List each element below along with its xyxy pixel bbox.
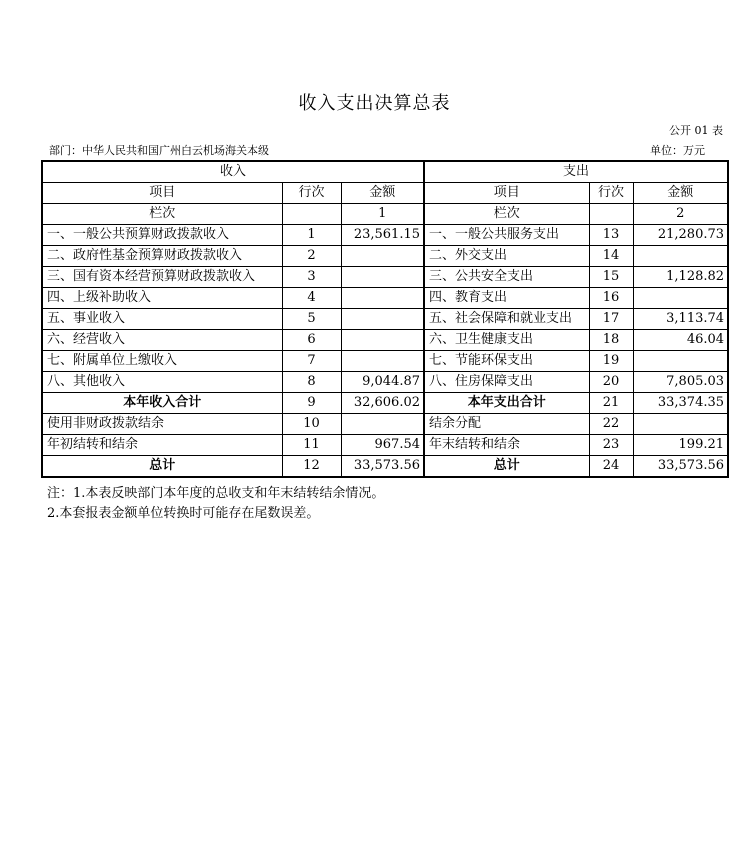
expense-amount: 33,374.35 bbox=[633, 393, 728, 414]
form-number: 公开 01 表 bbox=[669, 124, 723, 137]
footnotes bbox=[47, 484, 384, 524]
expense-item-header: 项目 bbox=[424, 183, 589, 204]
income-row-number: 11 bbox=[282, 435, 341, 456]
income-row-number: 12 bbox=[282, 456, 341, 478]
income-amount: 32,606.02 bbox=[341, 393, 424, 414]
expense-column-number: 2 bbox=[633, 204, 728, 225]
table-row bbox=[42, 435, 728, 456]
expense-column-blank bbox=[589, 204, 633, 225]
expense-amount bbox=[633, 246, 728, 267]
income-item: 八、其他收入 bbox=[42, 372, 282, 393]
income-row-number: 10 bbox=[282, 414, 341, 435]
expense-row-number: 19 bbox=[589, 351, 633, 372]
income-item: 总计 bbox=[42, 456, 282, 478]
expense-amount bbox=[633, 351, 728, 372]
income-item: 六、经营收入 bbox=[42, 330, 282, 351]
table-row bbox=[42, 456, 728, 478]
table-row bbox=[42, 351, 728, 372]
unit-label: 单位：万元 bbox=[650, 144, 705, 157]
expense-amount: 33,573.56 bbox=[633, 456, 728, 478]
income-item: 七、附属单位上缴收入 bbox=[42, 351, 282, 372]
expense-amount: 46.04 bbox=[633, 330, 728, 351]
income-amount bbox=[341, 414, 424, 435]
expense-item: 七、节能环保支出 bbox=[424, 351, 589, 372]
expense-row-number: 18 bbox=[589, 330, 633, 351]
income-amount: 967.54 bbox=[341, 435, 424, 456]
income-item: 年初结转和结余 bbox=[42, 435, 282, 456]
income-amount bbox=[341, 288, 424, 309]
expense-item: 三、公共安全支出 bbox=[424, 267, 589, 288]
expense-item: 本年支出合计 bbox=[424, 393, 589, 414]
table-row bbox=[42, 246, 728, 267]
expense-item: 总计 bbox=[424, 456, 589, 478]
income-row-number: 8 bbox=[282, 372, 341, 393]
income-amount: 9,044.87 bbox=[341, 372, 424, 393]
expense-amount: 21,280.73 bbox=[633, 225, 728, 246]
expense-amount: 1,128.82 bbox=[633, 267, 728, 288]
expense-item: 五、社会保障和就业支出 bbox=[424, 309, 589, 330]
income-row-number: 3 bbox=[282, 267, 341, 288]
income-item: 三、国有资本经营预算财政拨款收入 bbox=[42, 267, 282, 288]
expense-row-number: 24 bbox=[589, 456, 633, 478]
expense-row-number: 21 bbox=[589, 393, 633, 414]
expense-item: 结余分配 bbox=[424, 414, 589, 435]
expense-item: 一、一般公共服务支出 bbox=[424, 225, 589, 246]
income-amount: 33,573.56 bbox=[341, 456, 424, 478]
income-column-number: 1 bbox=[341, 204, 424, 225]
table-row bbox=[42, 309, 728, 330]
expense-row-number: 15 bbox=[589, 267, 633, 288]
expense-item: 六、卫生健康支出 bbox=[424, 330, 589, 351]
expense-item: 二、外交支出 bbox=[424, 246, 589, 267]
income-amount bbox=[341, 330, 424, 351]
expense-section-header: 支出 bbox=[424, 161, 728, 183]
column-header-row bbox=[42, 183, 728, 204]
income-amount-header: 金额 bbox=[341, 183, 424, 204]
income-row-number: 7 bbox=[282, 351, 341, 372]
income-item: 二、政府性基金预算财政拨款收入 bbox=[42, 246, 282, 267]
income-amount bbox=[341, 309, 424, 330]
expense-amount: 7,805.03 bbox=[633, 372, 728, 393]
department-label: 部门：中华人民共和国广州白云机场海关本级 bbox=[49, 144, 269, 157]
expense-amount bbox=[633, 288, 728, 309]
table-row bbox=[42, 267, 728, 288]
expense-amount: 199.21 bbox=[633, 435, 728, 456]
expense-row-number: 22 bbox=[589, 414, 633, 435]
table-row bbox=[42, 372, 728, 393]
page-title: 收入支出决算总表 bbox=[298, 93, 451, 114]
expense-amount-header: 金额 bbox=[633, 183, 728, 204]
expense-amount bbox=[633, 414, 728, 435]
expense-row-number: 14 bbox=[589, 246, 633, 267]
income-row-number: 5 bbox=[282, 309, 341, 330]
table-row bbox=[42, 225, 728, 246]
expense-row-number: 16 bbox=[589, 288, 633, 309]
income-item: 使用非财政拨款结余 bbox=[42, 414, 282, 435]
income-item: 四、上级补助收入 bbox=[42, 288, 282, 309]
income-item-header: 项目 bbox=[42, 183, 282, 204]
expense-column-label: 栏次 bbox=[424, 204, 589, 225]
table-row bbox=[42, 330, 728, 351]
expense-amount: 3,113.74 bbox=[633, 309, 728, 330]
income-item: 一、一般公共预算财政拨款收入 bbox=[42, 225, 282, 246]
income-amount bbox=[341, 246, 424, 267]
expense-item: 四、教育支出 bbox=[424, 288, 589, 309]
income-row-number: 4 bbox=[282, 288, 341, 309]
income-row-number: 9 bbox=[282, 393, 341, 414]
table-row bbox=[42, 393, 728, 414]
income-row-number: 1 bbox=[282, 225, 341, 246]
income-column-blank bbox=[282, 204, 341, 225]
income-row-number: 6 bbox=[282, 330, 341, 351]
column-number-row bbox=[42, 204, 728, 225]
income-item: 五、事业收入 bbox=[42, 309, 282, 330]
expense-row-number: 20 bbox=[589, 372, 633, 393]
income-column-label: 栏次 bbox=[42, 204, 282, 225]
table-row bbox=[42, 414, 728, 435]
footnote-1: 注：1.本表反映部门本年度的总收支和年末结转结余情况。 bbox=[47, 486, 385, 501]
expense-row-number: 17 bbox=[589, 309, 633, 330]
expense-rowno-header: 行次 bbox=[589, 183, 633, 204]
income-amount bbox=[341, 267, 424, 288]
budget-summary-table bbox=[41, 160, 729, 478]
expense-row-number: 13 bbox=[589, 225, 633, 246]
expense-item: 八、住房保障支出 bbox=[424, 372, 589, 393]
expense-row-number: 23 bbox=[589, 435, 633, 456]
income-rowno-header: 行次 bbox=[282, 183, 341, 204]
income-section-header: 收入 bbox=[42, 161, 424, 183]
income-item: 本年收入合计 bbox=[42, 393, 282, 414]
income-amount bbox=[341, 351, 424, 372]
table-row bbox=[42, 288, 728, 309]
income-row-number: 2 bbox=[282, 246, 341, 267]
section-header-row bbox=[42, 161, 728, 183]
income-amount: 23,561.15 bbox=[341, 225, 424, 246]
expense-item: 年末结转和结余 bbox=[424, 435, 589, 456]
footnote-2: 2.本套报表金额单位转换时可能存在尾数误差。 bbox=[47, 506, 320, 521]
